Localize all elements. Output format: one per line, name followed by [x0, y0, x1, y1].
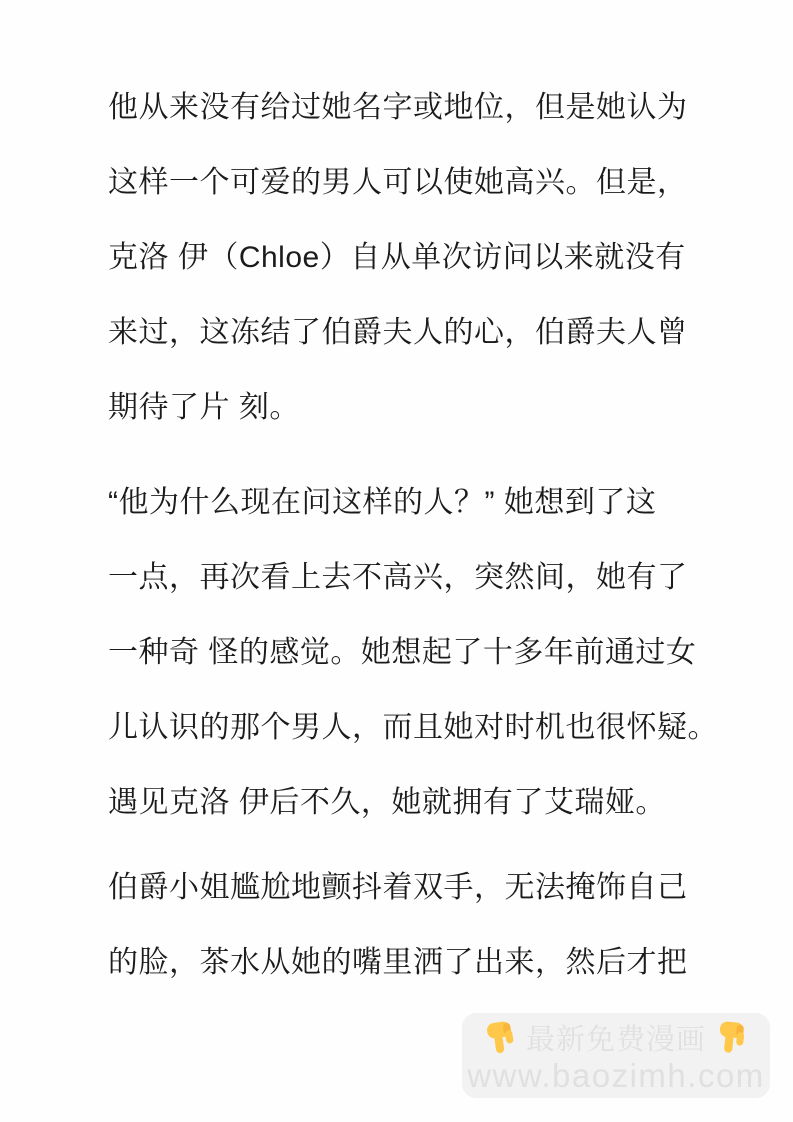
text-line: 的脸，茶水从她的嘴里洒了出来，然后才把 — [108, 946, 688, 979]
text-line: 遇见克洛 伊后不久，她就拥有了艾瑞娅。 — [108, 786, 666, 819]
text-body — [108, 70, 718, 1000]
text-line: 这样一个可爱的男人可以使她高兴。但是， — [108, 166, 688, 199]
text-line: 克洛 伊（Chloe）自从单次访问以来就没有 — [108, 241, 686, 274]
paragraph — [108, 70, 708, 445]
text-line: 儿认识的那个男人，而且她对时机也很怀疑。 — [108, 711, 718, 744]
text-line: 他从来没有给过她名字或地位，但是她认为 — [108, 91, 688, 124]
text-line: 期待了片 刻。 — [108, 391, 300, 424]
text-line: 一种奇 怪的感觉。她想起了十多年前通过女 — [108, 636, 697, 669]
watermark-title-row — [482, 1017, 750, 1057]
text-line: 伯爵小姐尴尬地颤抖着双手，无法掩饰自己 — [108, 871, 688, 904]
pointing-down-icon — [482, 1019, 519, 1056]
text-line: “他为什么现在问这样的人？” 她想到了这 — [108, 486, 657, 519]
watermark-url: www.baozimh.com — [467, 1057, 765, 1094]
watermark-panel — [462, 1013, 770, 1098]
text-line: 一点，再次看上去不高兴，突然间，她有了 — [108, 561, 688, 594]
watermark-title: 最新免费漫画 — [525, 1023, 706, 1056]
paragraph — [108, 850, 708, 1000]
paragraph — [108, 465, 718, 840]
pointing-down-icon — [713, 1019, 750, 1056]
text-line: 来过，这冻结了伯爵夫人的心，伯爵夫人曾 — [108, 316, 688, 349]
